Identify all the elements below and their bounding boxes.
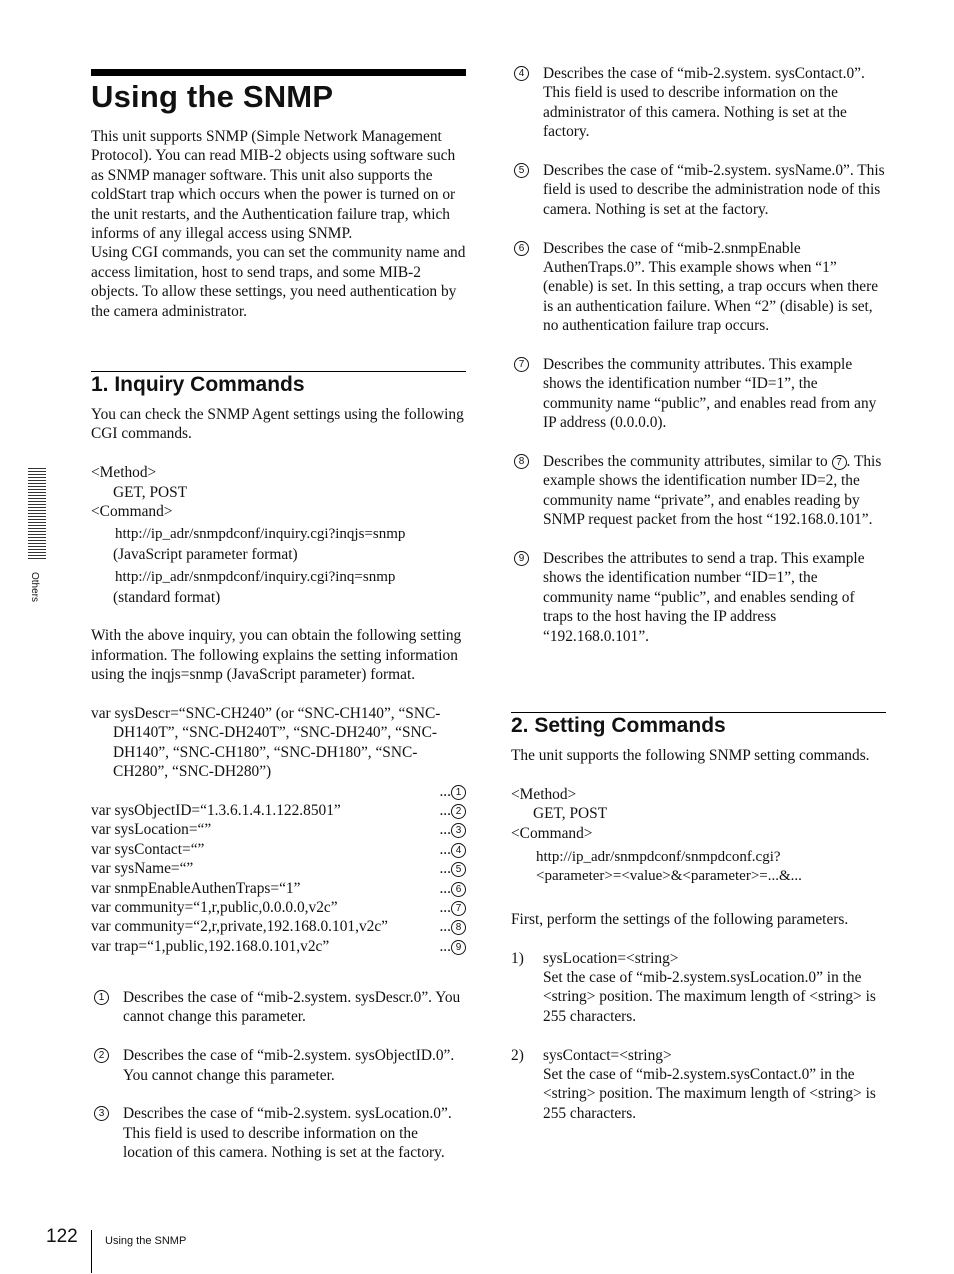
var-text: var sysName=“” [91, 860, 194, 878]
var-text: var snmpEnableAuthenTraps=“1” [91, 879, 301, 897]
inquiry-lead: You can check the SNMP Agent settings using the following CGI commands. [91, 406, 464, 443]
ref-badge: 7 [451, 901, 466, 916]
inquiry-url-std-note: (standard format) [113, 588, 221, 606]
dots: ... [439, 821, 451, 839]
method-value: GET, POST [533, 805, 608, 823]
footer-section-title: Using the SNMP [105, 1235, 187, 1247]
note-item [511, 355, 886, 433]
note-text: Describes the case of “mib-2.system. sysLocation.0”. This field is used to describe information on the location of this camera. Nothing is set at the factory. [123, 1105, 452, 1162]
var-item [91, 859, 466, 878]
setting-section [511, 746, 886, 1123]
note-text-cont: . This example shows the identification number ID=2, the community name “private”, and enables reading by SNMP request packet from the host “192.168.0.101”. [543, 453, 882, 529]
dots: ... [439, 918, 451, 936]
dots: ... [439, 879, 451, 897]
var-text: var sysContact=“” [91, 840, 205, 858]
note-text: Describes the case of “mib-2.system. sysContact.0”. This field is used to describe information on the administrator of this camera. Nothing is set at the factory. [543, 65, 865, 141]
param-item [511, 949, 886, 1027]
note-text: Describes the case of “mib-2.system. sysObjectID.0”. You cannot change this parameter. [123, 1047, 455, 1084]
var-item [91, 840, 466, 859]
inquiry-url-std: http://ip_adr/snmpdconf/inquiry.cgi?inq=snmp [115, 569, 396, 586]
dots: ... [439, 782, 451, 800]
param-name: sysLocation=<string> [543, 949, 679, 967]
ref-badge: 5 [451, 862, 466, 877]
var-text: var sysDescr=“SNC-CH240” (or “SNC-CH140”, “SNC-DH140T”, “SNC-DH240T”, “SNC-DH240”, “SNC-DH140”, “SNC-CH180”, “SNC-DH180”, “SNC-CH280”, “SNC-DH280”) [91, 705, 441, 781]
dots: ... [439, 937, 451, 955]
inquiry-explain: With the above inquiry, you can obtain the following setting information. The following explains the setting information using the inqjs=snmp (JavaScript parameter) format. [91, 627, 462, 684]
var-item [91, 917, 466, 936]
note-number: 1 [94, 990, 109, 1005]
dots: ... [439, 899, 451, 917]
side-tab-stripes [28, 468, 46, 560]
dots: ... [439, 802, 451, 820]
inline-ref-badge: 7 [832, 455, 847, 470]
ref-badge: 3 [451, 823, 466, 838]
var-text: var trap=“1,public,192.168.0.101,v2c” [91, 937, 330, 955]
inquiry-url-js: http://ip_adr/snmpdconf/inquiry.cgi?inqjs=snmp [115, 526, 406, 543]
var-item [91, 898, 466, 917]
note-item [511, 64, 886, 142]
note-item [91, 1104, 466, 1162]
inquiry-url-js-note: (JavaScript parameter format) [113, 545, 298, 563]
param-number: 1) [511, 949, 524, 967]
var-text: var community=“2,r,private,192.168.0.101,v2c” [91, 918, 388, 936]
note-item [511, 549, 886, 646]
var-item [91, 704, 466, 801]
var-text: var sysLocation=“” [91, 821, 212, 839]
side-section-label: Others [29, 572, 40, 603]
note-text: Describes the attributes to send a trap. This example shows the identification number “ID=1”, the community name “public”, and enables sending of traps to the host having the IP address “192.168.0.101”. [543, 550, 865, 645]
inquiry-section [91, 405, 466, 956]
ref-badge: 2 [451, 804, 466, 819]
setting-url-line1: http://ip_adr/snmpdconf/snmpdconf.cgi? [536, 849, 781, 866]
note-number: 7 [514, 357, 529, 372]
note-number: 2 [94, 1048, 109, 1063]
ref-badge: 8 [451, 920, 466, 935]
note-text: Describes the community attributes. This example shows the identification number “ID=1”, the community name “public”, and enables read from any IP address (0.0.0.0). [543, 356, 877, 432]
note-item [91, 988, 466, 1027]
note-number: 9 [514, 551, 529, 566]
param-number: 2) [511, 1046, 524, 1064]
note-text: Describes the case of “mib-2.snmpEnable AuthenTraps.0”. This example shows when “1” (enable) is set. In this setting, a trap occurs when there is an authentication failure. When “2” (disable) is set, no authentication failure trap occurs. [543, 239, 879, 335]
note-number: 3 [94, 1106, 109, 1121]
setting-lead: The unit supports the following SNMP setting commands. [511, 747, 870, 764]
ref-badge: 6 [451, 882, 466, 897]
command-label: <Command> [511, 824, 593, 842]
ref-badge: 1 [451, 785, 466, 800]
param-name: sysContact=<string> [543, 1046, 672, 1064]
method-label: <Method> [511, 785, 577, 803]
var-text: var sysObjectID=“1.3.6.1.4.1.122.8501” [91, 802, 341, 820]
var-item [91, 801, 466, 820]
ref-badge: 9 [451, 940, 466, 955]
notes-left [91, 988, 466, 1163]
note-text: Describes the case of “mib-2.system. sysName.0”. This field is used to describe the administration node of this camera. Nothing is set at the factory. [543, 162, 885, 218]
note-number: 5 [514, 163, 529, 178]
page-title: Using the SNMP [91, 79, 334, 114]
intro-paragraph-1: This unit supports SNMP (Simple Network Management Protocol). You can read MIB-2 objects using software such as SNMP manager software. This unit also supports the coldStart trap which occurs when the power is turned on or the unit restarts, and the Authentication failure trap, which informs of any illegal access using SNMP. [91, 128, 456, 243]
dots: ... [439, 860, 451, 878]
note-item [511, 452, 886, 530]
title-rule [91, 69, 466, 76]
var-item [91, 820, 466, 839]
param-desc: Set the case of “mib-2.system.sysContact.0” in the <string> position. The maximum length of <string> is 255 characters. [543, 1066, 876, 1122]
command-label: <Command> [91, 503, 173, 521]
note-number: 6 [514, 241, 529, 256]
note-item [91, 1046, 466, 1085]
param-desc: Set the case of “mib-2.system.sysLocation.0” in the <string> position. The maximum length of <string> is 255 characters. [543, 969, 876, 1025]
method-value: GET, POST [113, 483, 188, 501]
param-item [511, 1046, 886, 1124]
note-number: 4 [514, 66, 529, 81]
footer-rule [91, 1230, 92, 1273]
inquiry-heading: 1. Inquiry Commands [91, 373, 305, 396]
setting-first: First, perform the settings of the following parameters. [511, 910, 849, 928]
var-text: var community=“1,r,public,0.0.0.0,v2c” [91, 899, 338, 917]
note-text: Describes the community attributes, similar to [543, 453, 828, 471]
var-item [91, 879, 466, 898]
intro-paragraph-2: Using CGI commands, you can set the community name and access limitation, host to send traps, and some MIB-2 objects. To allow these settings, you need authentication by the camera administrator. [91, 244, 466, 320]
var-item [91, 937, 466, 956]
note-item [511, 239, 886, 336]
dots: ... [439, 840, 451, 858]
note-text: Describes the case of “mib-2.system. sysDescr.0”. You cannot change this parameter. [123, 989, 461, 1026]
note-item [511, 161, 886, 219]
var-list [91, 704, 466, 956]
left-column [91, 127, 466, 321]
page-number: 122 [46, 1226, 78, 1247]
note-number: 8 [514, 454, 529, 469]
method-label: <Method> [91, 464, 157, 482]
setting-heading: 2. Setting Commands [511, 714, 726, 737]
notes-right [511, 64, 886, 646]
ref-badge: 4 [451, 843, 466, 858]
setting-url-line2: <parameter>=<value>&<parameter>=...&... [536, 868, 802, 885]
